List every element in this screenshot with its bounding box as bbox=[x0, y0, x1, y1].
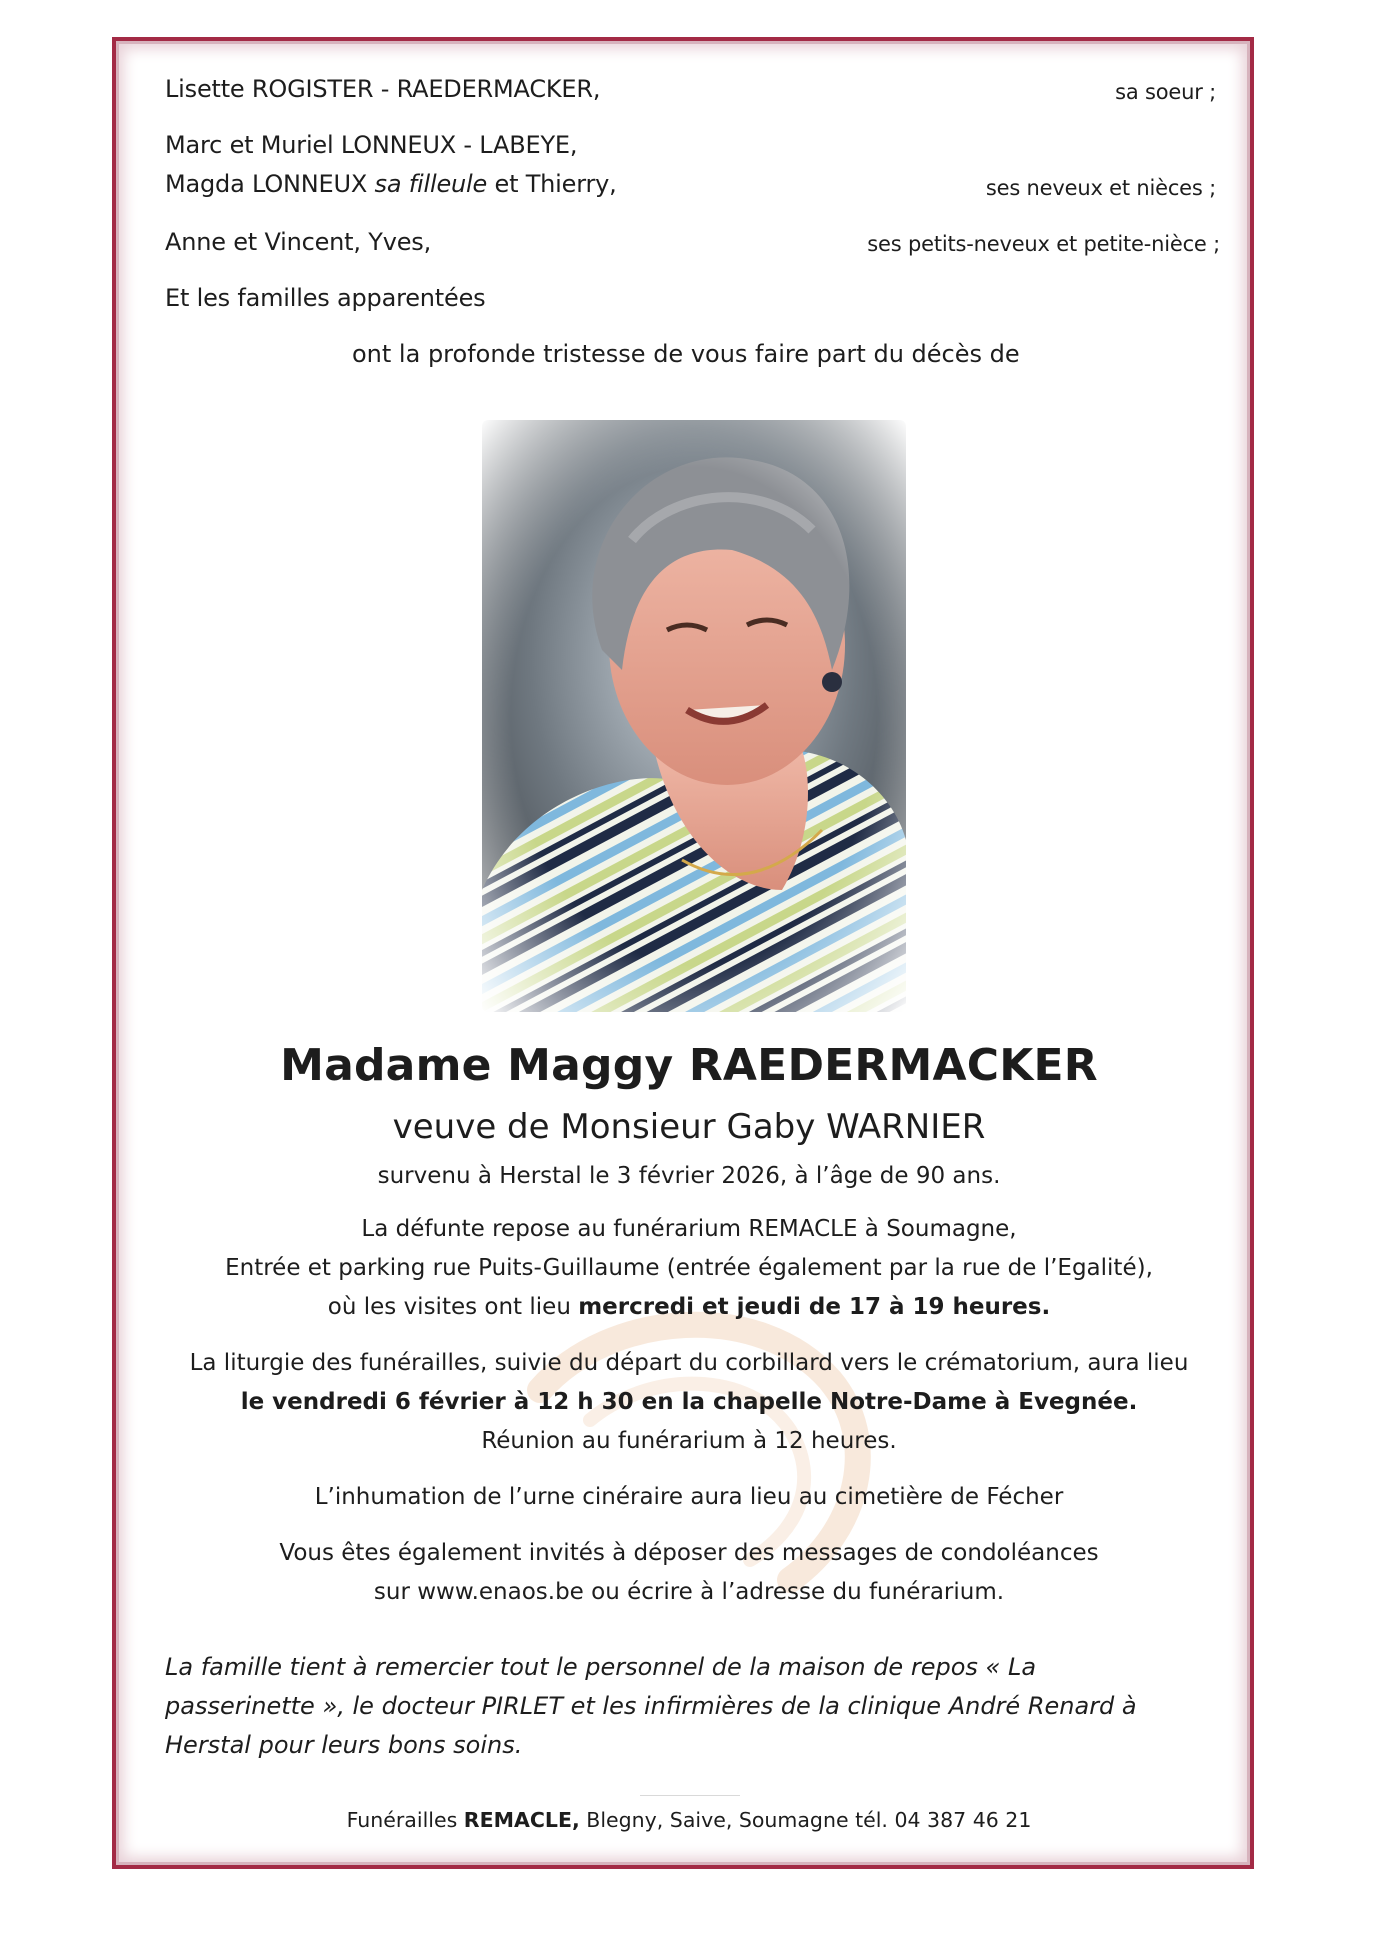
condolences-line-1: Vous êtes également invités à déposer des messages de condoléances bbox=[279, 1540, 1099, 1566]
visitation-hours: mercredi et jeudi de 17 à 19 heures. bbox=[578, 1294, 1051, 1320]
portrait-photo bbox=[482, 420, 906, 1012]
family-line-relatives: Et les familles apparentées bbox=[165, 284, 486, 312]
ceremony-line-1: La liturgie des funérailles, suivie du départ du corbillard vers le crématorium, aura lieu bbox=[189, 1350, 1189, 1376]
thanks-line-2: passerinette », le docteur PIRLET et les infirmières de la clinique André Renard à bbox=[165, 1692, 1137, 1720]
visitation-prefix: où les visites ont lieu bbox=[327, 1294, 571, 1320]
relation-nephews-nieces: ses neveux et nièces ; bbox=[985, 176, 1216, 200]
magda-rest: et Thierry, bbox=[494, 170, 617, 198]
family-line-marc-muriel: Marc et Muriel LONNEUX - LABEYE, bbox=[165, 131, 578, 159]
relation-grandnephews: ses petits-neveux et petite-nièce ; bbox=[867, 232, 1220, 256]
relation-sister: sa soeur ; bbox=[1115, 80, 1216, 104]
condolences-line-2: sur www.enaos.be ou écrire à l’adresse du funérarium. bbox=[373, 1579, 1005, 1605]
thanks-line-3: Herstal pour leurs bons soins. bbox=[165, 1731, 523, 1759]
magda-role: sa filleule bbox=[374, 170, 488, 198]
thanks-line-1: La famille tient à remercier tout le personnel de la maison de repos « La bbox=[165, 1653, 1037, 1681]
visitation-line-3 bbox=[0, 1294, 1378, 1320]
intro-text: ont la profonde tristesse de vous faire part du décès de bbox=[352, 340, 1020, 368]
deceased-name: Madame Maggy RAEDERMACKER bbox=[280, 1040, 1098, 1091]
visitation-line-1: La défunte repose au funérarium REMACLE à Soumagne, bbox=[361, 1216, 1017, 1242]
footer-details: Blegny, Saive, Soumagne tél. 04 387 46 21 bbox=[586, 1808, 1032, 1832]
death-details: survenu à Herstal le 3 février 2026, à l’âge de 90 ans. bbox=[377, 1163, 1001, 1189]
visitation-line-2: Entrée et parking rue Puits-Guillaume (entrée également par la rue de l’Egalité), bbox=[225, 1255, 1153, 1281]
ceremony-meeting: Réunion au funérarium à 12 heures. bbox=[481, 1428, 897, 1454]
family-line-anne-vincent: Anne et Vincent, Yves, bbox=[165, 228, 432, 256]
family-line-magda bbox=[165, 170, 617, 198]
footer-prefix: Funérailles bbox=[346, 1808, 458, 1832]
family-line-sister: Lisette ROGISTER - RAEDERMACKER, bbox=[165, 75, 601, 103]
footer-divider bbox=[640, 1795, 740, 1796]
inhumation-text: L’inhumation de l’urne cinéraire aura lieu au cimetière de Fécher bbox=[314, 1484, 1064, 1510]
widow-of: veuve de Monsieur Gaby WARNIER bbox=[392, 1107, 986, 1147]
footer-company: REMACLE, bbox=[463, 1808, 580, 1832]
magda-name: Magda LONNEUX bbox=[165, 170, 368, 198]
ceremony-date: le vendredi 6 février à 12 h 30 en la chapelle Notre-Dame à Evegnée. bbox=[240, 1389, 1138, 1415]
footer bbox=[0, 1808, 1378, 1832]
